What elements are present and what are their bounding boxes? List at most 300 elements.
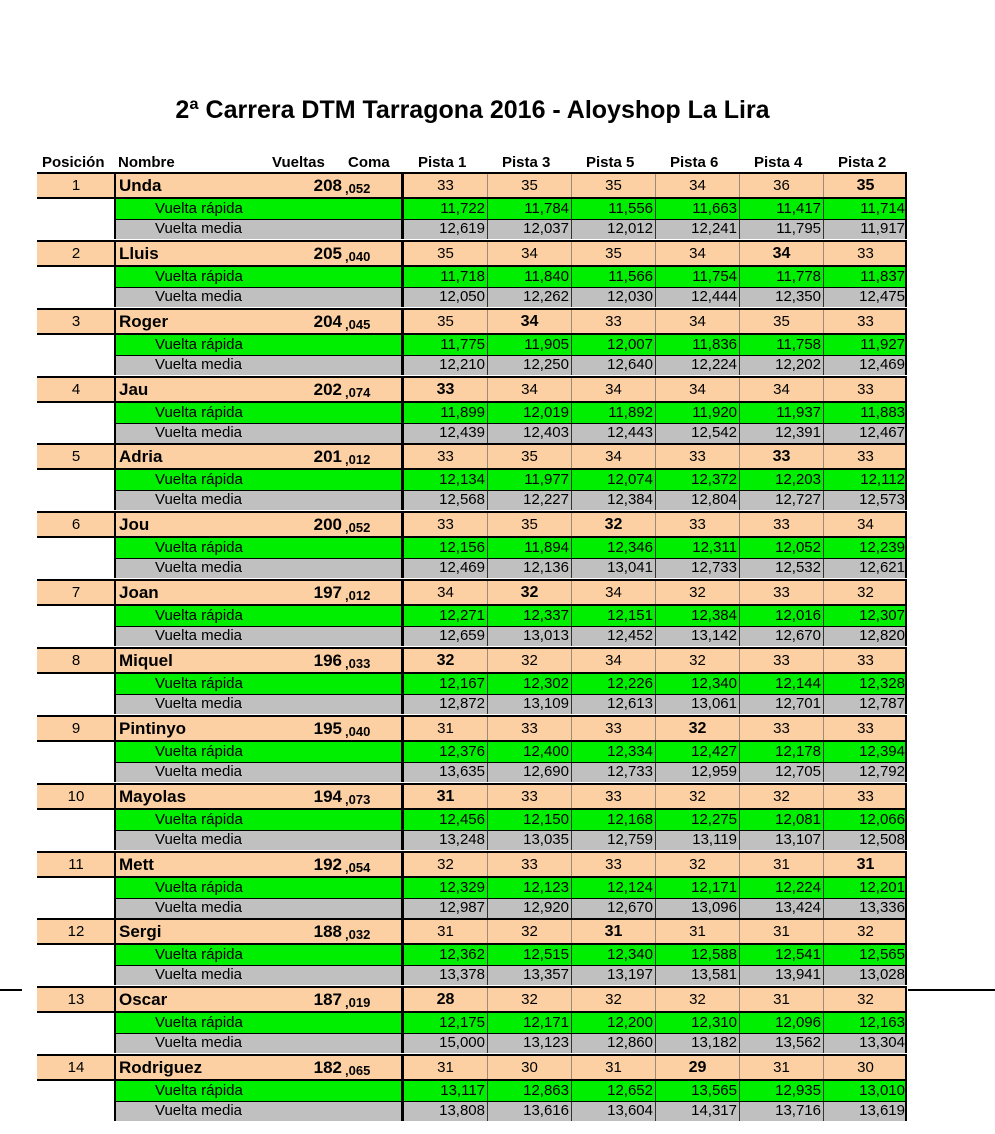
avg-lap-time: 12,640 bbox=[571, 355, 655, 375]
row-separator bbox=[115, 965, 907, 966]
avg-lap-time: 13,107 bbox=[739, 830, 823, 850]
avg-lap-time: 13,197 bbox=[571, 965, 655, 985]
track-laps: 32 bbox=[403, 853, 487, 877]
avg-lap-time: 13,304 bbox=[823, 1033, 907, 1053]
track-laps: 33 bbox=[571, 853, 655, 877]
track-laps: 31 bbox=[655, 920, 739, 944]
row-separator bbox=[37, 986, 907, 988]
fast-lap-time: 12,302 bbox=[487, 674, 571, 694]
fast-lap-time: 11,417 bbox=[739, 199, 823, 219]
row-separator bbox=[115, 694, 907, 695]
track-laps: 34 bbox=[655, 378, 739, 402]
row-separator bbox=[115, 287, 907, 288]
column-separator bbox=[401, 853, 404, 918]
column-separator bbox=[905, 174, 907, 239]
fast-lap-time: 12,427 bbox=[655, 742, 739, 762]
fast-lap-time: 12,515 bbox=[487, 945, 571, 965]
avg-lap-time: 13,616 bbox=[487, 1101, 571, 1121]
driver-position: 3 bbox=[37, 310, 115, 334]
avg-lap-label: Vuelta media bbox=[115, 694, 403, 714]
track-laps: 32 bbox=[823, 988, 907, 1012]
driver-coma: ,065 bbox=[345, 1063, 371, 1078]
avg-lap-time: 12,959 bbox=[655, 762, 739, 782]
column-separator bbox=[401, 785, 404, 850]
avg-lap-time: 12,227 bbox=[487, 490, 571, 510]
column-separator bbox=[114, 988, 116, 1053]
column-separator bbox=[905, 378, 907, 443]
fast-lap-time: 12,175 bbox=[403, 1013, 487, 1033]
avg-lap-time: 13,028 bbox=[823, 965, 907, 985]
fast-lap-time: 12,340 bbox=[655, 674, 739, 694]
row-separator bbox=[115, 762, 907, 763]
column-separator bbox=[905, 785, 907, 850]
track-laps: 31 bbox=[403, 785, 487, 809]
avg-lap-time: 12,759 bbox=[571, 830, 655, 850]
track-laps: 33 bbox=[487, 785, 571, 809]
fast-lap-time: 11,977 bbox=[487, 470, 571, 490]
fast-lap-time: 12,239 bbox=[823, 538, 907, 558]
row-separator bbox=[37, 265, 907, 267]
track-laps: 32 bbox=[487, 920, 571, 944]
driver-name: Mayolas bbox=[115, 785, 403, 809]
driver-coma: ,073 bbox=[345, 792, 371, 807]
fast-lap-label: Vuelta rápida bbox=[115, 538, 403, 558]
row-separator bbox=[37, 536, 907, 538]
driver-position: 12 bbox=[37, 920, 115, 944]
avg-lap-label: Vuelta media bbox=[115, 558, 403, 578]
fast-lap-time: 12,124 bbox=[571, 878, 655, 898]
track-laps: 32 bbox=[655, 853, 739, 877]
track-laps: 31 bbox=[739, 920, 823, 944]
driver-name: Rodriguez bbox=[115, 1056, 403, 1080]
driver-coma: ,045 bbox=[345, 317, 371, 332]
fast-lap-label: Vuelta rápida bbox=[115, 878, 403, 898]
fast-lap-time: 12,372 bbox=[655, 470, 739, 490]
track-laps: 32 bbox=[571, 513, 655, 537]
fast-lap-time: 12,384 bbox=[655, 606, 739, 626]
track-laps: 34 bbox=[571, 649, 655, 673]
fast-lap-time: 11,892 bbox=[571, 403, 655, 423]
row-separator bbox=[37, 1079, 907, 1081]
track-laps: 32 bbox=[403, 649, 487, 673]
row-separator bbox=[37, 308, 907, 310]
fast-lap-time: 12,271 bbox=[403, 606, 487, 626]
track-laps: 32 bbox=[655, 581, 739, 605]
row-separator bbox=[37, 851, 907, 853]
fast-lap-time: 12,200 bbox=[571, 1013, 655, 1033]
fast-lap-time: 12,081 bbox=[739, 810, 823, 830]
avg-lap-time: 13,357 bbox=[487, 965, 571, 985]
fast-lap-label: Vuelta rápida bbox=[115, 1013, 403, 1033]
fast-lap-time: 13,565 bbox=[655, 1081, 739, 1101]
row-separator bbox=[37, 876, 907, 878]
track-laps: 31 bbox=[571, 1056, 655, 1080]
track-laps: 35 bbox=[487, 513, 571, 537]
fast-lap-time: 12,541 bbox=[739, 945, 823, 965]
track-laps: 33 bbox=[823, 242, 907, 266]
column-separator bbox=[114, 310, 116, 375]
row-separator bbox=[37, 333, 907, 335]
avg-lap-time: 12,202 bbox=[739, 355, 823, 375]
avg-lap-time: 13,635 bbox=[403, 762, 487, 782]
header-pista-1: Pista 1 bbox=[418, 154, 467, 171]
track-laps: 31 bbox=[739, 853, 823, 877]
driver-position: 10 bbox=[37, 785, 115, 809]
header-posicion: Posición bbox=[42, 154, 105, 171]
avg-lap-time: 13,562 bbox=[739, 1033, 823, 1053]
fast-lap-time: 12,167 bbox=[403, 674, 487, 694]
row-separator bbox=[37, 443, 907, 445]
fast-lap-time: 12,019 bbox=[487, 403, 571, 423]
fast-lap-time: 13,010 bbox=[823, 1081, 907, 1101]
column-separator bbox=[114, 581, 116, 646]
driver-position: 1 bbox=[37, 174, 115, 198]
row-separator bbox=[115, 1101, 907, 1102]
avg-lap-time: 12,469 bbox=[823, 355, 907, 375]
fast-lap-time: 12,863 bbox=[487, 1081, 571, 1101]
avg-lap-time: 13,248 bbox=[403, 830, 487, 850]
avg-lap-time: 13,581 bbox=[655, 965, 739, 985]
track-laps: 33 bbox=[403, 445, 487, 469]
fast-lap-time: 12,328 bbox=[823, 674, 907, 694]
fast-lap-time: 12,201 bbox=[823, 878, 907, 898]
avg-lap-time: 12,920 bbox=[487, 898, 571, 918]
driver-name: Joan bbox=[115, 581, 403, 605]
fast-lap-label: Vuelta rápida bbox=[115, 403, 403, 423]
header-coma: Coma bbox=[348, 154, 390, 171]
track-laps: 31 bbox=[403, 1056, 487, 1080]
track-laps: 33 bbox=[739, 649, 823, 673]
driver-laps: 201 bbox=[313, 447, 342, 466]
column-separator bbox=[114, 853, 116, 918]
track-laps: 33 bbox=[571, 310, 655, 334]
row-separator bbox=[115, 423, 907, 424]
fast-lap-time: 11,778 bbox=[739, 267, 823, 287]
fast-lap-time: 11,837 bbox=[823, 267, 907, 287]
driver-laps: 197 bbox=[313, 583, 342, 602]
avg-lap-label: Vuelta media bbox=[115, 898, 403, 918]
driver-coma: ,019 bbox=[345, 995, 371, 1010]
avg-lap-time: 12,621 bbox=[823, 558, 907, 578]
avg-lap-time: 12,050 bbox=[403, 287, 487, 307]
avg-lap-time: 13,142 bbox=[655, 626, 739, 646]
track-laps: 33 bbox=[487, 717, 571, 741]
track-laps: 33 bbox=[571, 785, 655, 809]
fast-lap-time: 12,074 bbox=[571, 470, 655, 490]
driver-laps: 202 bbox=[313, 380, 342, 399]
fast-lap-time: 12,203 bbox=[739, 470, 823, 490]
row-separator bbox=[37, 783, 907, 785]
track-laps: 33 bbox=[655, 445, 739, 469]
fast-lap-time: 12,171 bbox=[487, 1013, 571, 1033]
row-separator bbox=[37, 240, 907, 242]
track-laps: 30 bbox=[823, 1056, 907, 1080]
track-laps: 35 bbox=[739, 310, 823, 334]
driver-laps: 200 bbox=[313, 515, 342, 534]
fast-lap-time: 12,376 bbox=[403, 742, 487, 762]
track-laps: 34 bbox=[571, 378, 655, 402]
driver-position: 5 bbox=[37, 445, 115, 469]
driver-coma: ,033 bbox=[345, 656, 371, 671]
avg-lap-time: 12,670 bbox=[739, 626, 823, 646]
fast-lap-time: 12,565 bbox=[823, 945, 907, 965]
fast-lap-time: 11,722 bbox=[403, 199, 487, 219]
row-separator bbox=[115, 1033, 907, 1034]
header-pista-5: Pista 5 bbox=[586, 154, 635, 171]
driver-position: 13 bbox=[37, 988, 115, 1012]
track-laps: 31 bbox=[739, 988, 823, 1012]
column-separator bbox=[401, 174, 404, 239]
row-separator bbox=[37, 197, 907, 199]
driver-position: 7 bbox=[37, 581, 115, 605]
driver-name: Miquel bbox=[115, 649, 403, 673]
track-laps: 32 bbox=[823, 581, 907, 605]
avg-lap-time: 12,733 bbox=[571, 762, 655, 782]
divider-right bbox=[908, 989, 995, 991]
row-separator bbox=[37, 401, 907, 403]
avg-lap-label: Vuelta media bbox=[115, 490, 403, 510]
avg-lap-time: 12,872 bbox=[403, 694, 487, 714]
row-separator bbox=[37, 511, 907, 513]
track-laps: 36 bbox=[739, 174, 823, 198]
avg-lap-label: Vuelta media bbox=[115, 965, 403, 985]
fast-lap-time: 12,163 bbox=[823, 1013, 907, 1033]
avg-lap-time: 12,469 bbox=[403, 558, 487, 578]
column-separator bbox=[905, 581, 907, 646]
track-laps: 33 bbox=[403, 513, 487, 537]
avg-lap-time: 12,241 bbox=[655, 219, 739, 239]
driver-position: 4 bbox=[37, 378, 115, 402]
fast-lap-time: 12,394 bbox=[823, 742, 907, 762]
row-separator bbox=[37, 376, 907, 378]
fast-lap-time: 12,168 bbox=[571, 810, 655, 830]
header-pista-4: Pista 4 bbox=[754, 154, 803, 171]
row-separator bbox=[37, 715, 907, 717]
column-separator bbox=[401, 1056, 404, 1121]
fast-lap-time: 12,307 bbox=[823, 606, 907, 626]
fast-lap-time: 11,836 bbox=[655, 335, 739, 355]
driver-position: 9 bbox=[37, 717, 115, 741]
track-laps: 33 bbox=[739, 717, 823, 741]
row-separator bbox=[37, 172, 907, 174]
avg-lap-time: 13,424 bbox=[739, 898, 823, 918]
avg-lap-time: 12,820 bbox=[823, 626, 907, 646]
avg-lap-time: 12,384 bbox=[571, 490, 655, 510]
fast-lap-time: 12,310 bbox=[655, 1013, 739, 1033]
fast-lap-time: 12,362 bbox=[403, 945, 487, 965]
track-laps: 32 bbox=[487, 581, 571, 605]
track-laps: 32 bbox=[655, 785, 739, 809]
row-separator bbox=[115, 355, 907, 356]
avg-lap-time: 13,035 bbox=[487, 830, 571, 850]
track-laps: 31 bbox=[571, 920, 655, 944]
driver-name: Jou bbox=[115, 513, 403, 537]
driver-position: 11 bbox=[37, 853, 115, 877]
avg-lap-time: 12,542 bbox=[655, 423, 739, 443]
fast-lap-time: 11,883 bbox=[823, 403, 907, 423]
driver-name: Roger bbox=[115, 310, 403, 334]
column-separator bbox=[401, 649, 404, 714]
track-laps: 32 bbox=[655, 649, 739, 673]
row-separator bbox=[115, 490, 907, 491]
row-separator bbox=[37, 808, 907, 810]
avg-lap-time: 12,787 bbox=[823, 694, 907, 714]
track-laps: 33 bbox=[739, 513, 823, 537]
track-laps: 33 bbox=[739, 445, 823, 469]
avg-lap-time: 13,109 bbox=[487, 694, 571, 714]
track-laps: 33 bbox=[403, 378, 487, 402]
avg-lap-time: 12,391 bbox=[739, 423, 823, 443]
avg-lap-time: 13,119 bbox=[655, 830, 739, 850]
avg-lap-time: 12,030 bbox=[571, 287, 655, 307]
avg-lap-time: 13,061 bbox=[655, 694, 739, 714]
column-separator bbox=[401, 920, 404, 985]
avg-lap-time: 12,659 bbox=[403, 626, 487, 646]
fast-lap-time: 11,556 bbox=[571, 199, 655, 219]
track-laps: 31 bbox=[403, 717, 487, 741]
column-separator bbox=[905, 649, 907, 714]
track-laps: 34 bbox=[487, 310, 571, 334]
header-vueltas: Vueltas bbox=[272, 154, 325, 171]
fast-lap-time: 12,096 bbox=[739, 1013, 823, 1033]
column-separator bbox=[905, 1056, 907, 1121]
driver-name: Mett bbox=[115, 853, 403, 877]
track-laps: 34 bbox=[571, 445, 655, 469]
avg-lap-time: 11,917 bbox=[823, 219, 907, 239]
fast-lap-time: 12,275 bbox=[655, 810, 739, 830]
fast-lap-label: Vuelta rápida bbox=[115, 674, 403, 694]
fast-lap-time: 12,337 bbox=[487, 606, 571, 626]
driver-name: Adria bbox=[115, 445, 403, 469]
avg-lap-time: 12,727 bbox=[739, 490, 823, 510]
fast-lap-time: 12,935 bbox=[739, 1081, 823, 1101]
column-separator bbox=[401, 242, 404, 307]
avg-lap-time: 14,317 bbox=[655, 1101, 739, 1121]
avg-lap-time: 12,568 bbox=[403, 490, 487, 510]
row-separator bbox=[115, 830, 907, 831]
avg-lap-time: 12,733 bbox=[655, 558, 739, 578]
driver-name: Unda bbox=[115, 174, 403, 198]
track-laps: 35 bbox=[571, 174, 655, 198]
column-separator bbox=[401, 378, 404, 443]
fast-lap-label: Vuelta rápida bbox=[115, 1081, 403, 1101]
fast-lap-time: 12,346 bbox=[571, 538, 655, 558]
fast-lap-time: 12,016 bbox=[739, 606, 823, 626]
driver-position: 8 bbox=[37, 649, 115, 673]
row-separator bbox=[37, 918, 907, 920]
avg-lap-label: Vuelta media bbox=[115, 219, 403, 239]
fast-lap-time: 13,117 bbox=[403, 1081, 487, 1101]
track-laps: 33 bbox=[823, 785, 907, 809]
fast-lap-time: 12,334 bbox=[571, 742, 655, 762]
track-laps: 35 bbox=[571, 242, 655, 266]
track-laps: 32 bbox=[571, 988, 655, 1012]
header-pista-2: Pista 2 bbox=[838, 154, 887, 171]
avg-lap-time: 12,350 bbox=[739, 287, 823, 307]
fast-lap-time: 12,340 bbox=[571, 945, 655, 965]
fast-lap-time: 12,400 bbox=[487, 742, 571, 762]
avg-lap-time: 12,690 bbox=[487, 762, 571, 782]
fast-lap-time: 12,134 bbox=[403, 470, 487, 490]
column-separator bbox=[401, 988, 404, 1053]
track-laps: 32 bbox=[823, 920, 907, 944]
track-laps: 34 bbox=[739, 378, 823, 402]
avg-lap-time: 13,604 bbox=[571, 1101, 655, 1121]
avg-lap-label: Vuelta media bbox=[115, 1033, 403, 1053]
fast-lap-time: 12,329 bbox=[403, 878, 487, 898]
avg-lap-time: 12,792 bbox=[823, 762, 907, 782]
avg-lap-time: 13,378 bbox=[403, 965, 487, 985]
avg-lap-label: Vuelta media bbox=[115, 1101, 403, 1121]
row-separator bbox=[37, 740, 907, 742]
fast-lap-time: 11,937 bbox=[739, 403, 823, 423]
row-separator bbox=[37, 468, 907, 470]
fast-lap-time: 11,905 bbox=[487, 335, 571, 355]
column-separator bbox=[114, 785, 116, 850]
avg-lap-time: 12,210 bbox=[403, 355, 487, 375]
track-laps: 34 bbox=[487, 242, 571, 266]
avg-lap-time: 13,041 bbox=[571, 558, 655, 578]
fast-lap-time: 12,112 bbox=[823, 470, 907, 490]
track-laps: 34 bbox=[655, 242, 739, 266]
track-laps: 34 bbox=[823, 513, 907, 537]
driver-laps: 192 bbox=[313, 855, 342, 874]
avg-lap-label: Vuelta media bbox=[115, 355, 403, 375]
column-separator bbox=[114, 242, 116, 307]
column-separator bbox=[114, 445, 116, 510]
track-laps: 34 bbox=[739, 242, 823, 266]
avg-lap-time: 11,795 bbox=[739, 219, 823, 239]
fast-lap-time: 12,156 bbox=[403, 538, 487, 558]
driver-name: Jau bbox=[115, 378, 403, 402]
driver-name: Oscar bbox=[115, 988, 403, 1012]
fast-lap-time: 12,588 bbox=[655, 945, 739, 965]
avg-lap-time: 12,250 bbox=[487, 355, 571, 375]
avg-lap-time: 12,573 bbox=[823, 490, 907, 510]
fast-lap-time: 12,456 bbox=[403, 810, 487, 830]
track-laps: 32 bbox=[739, 785, 823, 809]
track-laps: 30 bbox=[487, 1056, 571, 1080]
driver-laps: 187 bbox=[313, 990, 342, 1009]
fast-lap-time: 12,652 bbox=[571, 1081, 655, 1101]
row-separator bbox=[115, 558, 907, 559]
header-nombre: Nombre bbox=[118, 154, 175, 171]
fast-lap-time: 12,150 bbox=[487, 810, 571, 830]
fast-lap-time: 11,663 bbox=[655, 199, 739, 219]
fast-lap-time: 12,151 bbox=[571, 606, 655, 626]
fast-lap-label: Vuelta rápida bbox=[115, 606, 403, 626]
column-separator bbox=[401, 310, 404, 375]
track-laps: 31 bbox=[739, 1056, 823, 1080]
fast-lap-label: Vuelta rápida bbox=[115, 470, 403, 490]
fast-lap-time: 12,123 bbox=[487, 878, 571, 898]
fast-lap-label: Vuelta rápida bbox=[115, 810, 403, 830]
avg-lap-time: 12,136 bbox=[487, 558, 571, 578]
fast-lap-time: 11,566 bbox=[571, 267, 655, 287]
avg-lap-time: 13,096 bbox=[655, 898, 739, 918]
row-separator bbox=[37, 1054, 907, 1056]
track-laps: 32 bbox=[655, 988, 739, 1012]
column-separator bbox=[905, 513, 907, 578]
track-laps: 33 bbox=[823, 445, 907, 469]
track-laps: 33 bbox=[571, 717, 655, 741]
avg-lap-time: 12,262 bbox=[487, 287, 571, 307]
row-separator bbox=[37, 579, 907, 581]
avg-lap-time: 12,613 bbox=[571, 694, 655, 714]
column-separator bbox=[905, 988, 907, 1053]
avg-lap-time: 12,701 bbox=[739, 694, 823, 714]
avg-lap-label: Vuelta media bbox=[115, 423, 403, 443]
